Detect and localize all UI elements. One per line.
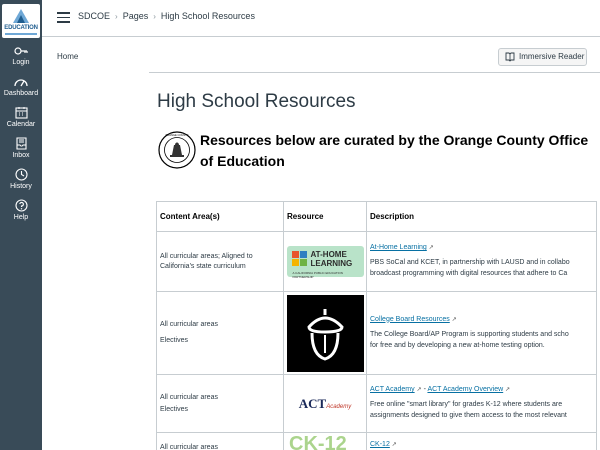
resource-link[interactable]: At-Home Learning xyxy=(370,244,427,251)
nav-dashboard[interactable] xyxy=(0,76,42,97)
act-logo-subtext: Academy xyxy=(326,403,352,410)
nav-login[interactable] xyxy=(0,45,42,66)
external-link-icon: ↗ xyxy=(391,442,397,448)
nav-inbox[interactable] xyxy=(0,137,42,159)
breadcrumb-current: High School Resources xyxy=(160,11,255,21)
description-line: for free and by developing a new at-home testing option. xyxy=(370,341,545,349)
immersive-reader-icon xyxy=(505,52,515,62)
history-icon xyxy=(15,168,28,181)
calendar-icon xyxy=(15,106,28,119)
immersive-reader-label: Immersive Reader xyxy=(519,52,585,61)
resource-description xyxy=(370,257,593,279)
resource-link[interactable]: College Board Resources xyxy=(370,315,450,323)
resource-link[interactable]: ACT Academy xyxy=(370,386,415,393)
description-line: Free online "smart library" for grades K-12 where students are xyxy=(370,401,563,408)
breadcrumb-pages[interactable]: Pages xyxy=(122,11,149,21)
content-area-text: All curricular areas xyxy=(160,321,218,328)
content-area-text: All curricular areas; Aligned to California's state curriculum xyxy=(160,252,253,270)
seal-text: ORANGE COUNTY xyxy=(165,134,189,138)
menu-toggle-icon[interactable] xyxy=(57,12,70,23)
resource-description xyxy=(370,399,593,421)
acorn-icon xyxy=(287,295,364,372)
nav-help-label: Help xyxy=(13,214,29,221)
column-header: Resource xyxy=(284,202,367,232)
logo-tagline: A CALIFORNIA PUBLIC EDUCATION PARTNERSHIP xyxy=(292,271,343,279)
table-row xyxy=(157,433,597,450)
act-academy-logo[interactable] xyxy=(286,396,364,412)
description-cell xyxy=(367,292,597,375)
description-cell xyxy=(367,232,597,292)
nav-history[interactable] xyxy=(0,168,42,190)
table-header-row xyxy=(157,202,597,232)
resource-link[interactable]: ACT Academy Overview xyxy=(427,386,504,393)
course-nav-home[interactable]: Home xyxy=(57,52,79,61)
resource-link[interactable]: CK-12 xyxy=(370,441,390,448)
course-nav xyxy=(57,52,78,61)
logo-line-2: LEARNING xyxy=(310,259,353,268)
description-cell xyxy=(367,375,597,433)
breadcrumb-course[interactable]: SDCOE xyxy=(78,11,111,21)
content-area-cell xyxy=(157,292,284,375)
description-line: PBS SoCal and KCET, in partnership with LAUSD and in collabo xyxy=(370,259,570,266)
resource-cell xyxy=(284,232,367,292)
content-area-cell xyxy=(157,433,284,450)
global-nav xyxy=(0,0,42,450)
page-heading: Resources below are curated by the Orange County Office of Education xyxy=(200,132,589,169)
resources-table xyxy=(156,201,597,450)
content-area-cell xyxy=(157,375,284,433)
chevron-right-icon: › xyxy=(115,12,118,21)
table-row xyxy=(157,232,597,292)
resource-description xyxy=(370,329,593,351)
nav-inbox-label: Inbox xyxy=(12,152,30,159)
nav-login-label: Login xyxy=(12,59,30,66)
table-row xyxy=(157,375,597,433)
nav-history-label: History xyxy=(10,183,32,190)
nav-dashboard-label: Dashboard xyxy=(3,90,39,97)
description-line: broadcast programming with digital resources that adhere to Ca xyxy=(370,270,568,277)
link-separator: - xyxy=(423,386,428,393)
top-bar xyxy=(42,0,600,37)
column-header: Content Area(s) xyxy=(157,202,284,232)
at-home-learning-logo[interactable] xyxy=(287,246,364,277)
description-line: The College Board/AP Program is supporting students and scho xyxy=(370,330,569,338)
help-icon xyxy=(15,199,28,212)
ck12-logo[interactable] xyxy=(286,433,364,450)
content-area-text: Electives xyxy=(160,337,189,344)
content-area-text: All curricular areas xyxy=(160,393,218,401)
nav-calendar[interactable] xyxy=(0,106,42,128)
college-board-logo[interactable] xyxy=(287,295,364,372)
table-row xyxy=(157,292,597,375)
column-header: Description xyxy=(367,202,597,232)
nav-help[interactable] xyxy=(0,199,42,221)
logo-underline xyxy=(5,33,37,35)
description-line: assignments designed to give them access to the most relevant xyxy=(370,412,567,419)
nav-calendar-label: Calendar xyxy=(6,121,36,128)
logo-text: EDUCATION xyxy=(4,25,38,31)
dashboard-icon xyxy=(14,76,28,88)
resource-cell xyxy=(284,375,367,433)
description-cell xyxy=(367,433,597,450)
login-icon xyxy=(14,45,28,57)
breadcrumb xyxy=(78,11,255,21)
inbox-icon xyxy=(15,137,28,150)
content-area-cell xyxy=(157,232,284,292)
external-link-icon: ↗ xyxy=(505,387,511,393)
resource-cell xyxy=(284,433,367,450)
external-link-icon: ↗ xyxy=(428,245,434,251)
page-content xyxy=(149,72,600,450)
institution-logo[interactable] xyxy=(2,4,40,38)
logo-mark-icon xyxy=(11,7,31,25)
immersive-reader-button[interactable] xyxy=(498,48,587,66)
logo-line-1: AT-HOME xyxy=(310,250,347,259)
at-home-learning-mark-icon xyxy=(292,251,307,266)
ck12-logo-text: CK-12 xyxy=(289,433,347,450)
ocde-seal-image xyxy=(158,131,196,169)
external-link-icon: ↗ xyxy=(416,387,422,393)
content-area-text: Electives xyxy=(160,405,189,413)
resource-cell xyxy=(284,292,367,375)
chevron-right-icon: › xyxy=(153,12,156,21)
content-area-text: All curricular areas xyxy=(160,444,218,450)
page-title: High School Resources xyxy=(157,91,356,112)
act-logo-text: ACT xyxy=(298,395,327,411)
external-link-icon: ↗ xyxy=(451,316,457,323)
